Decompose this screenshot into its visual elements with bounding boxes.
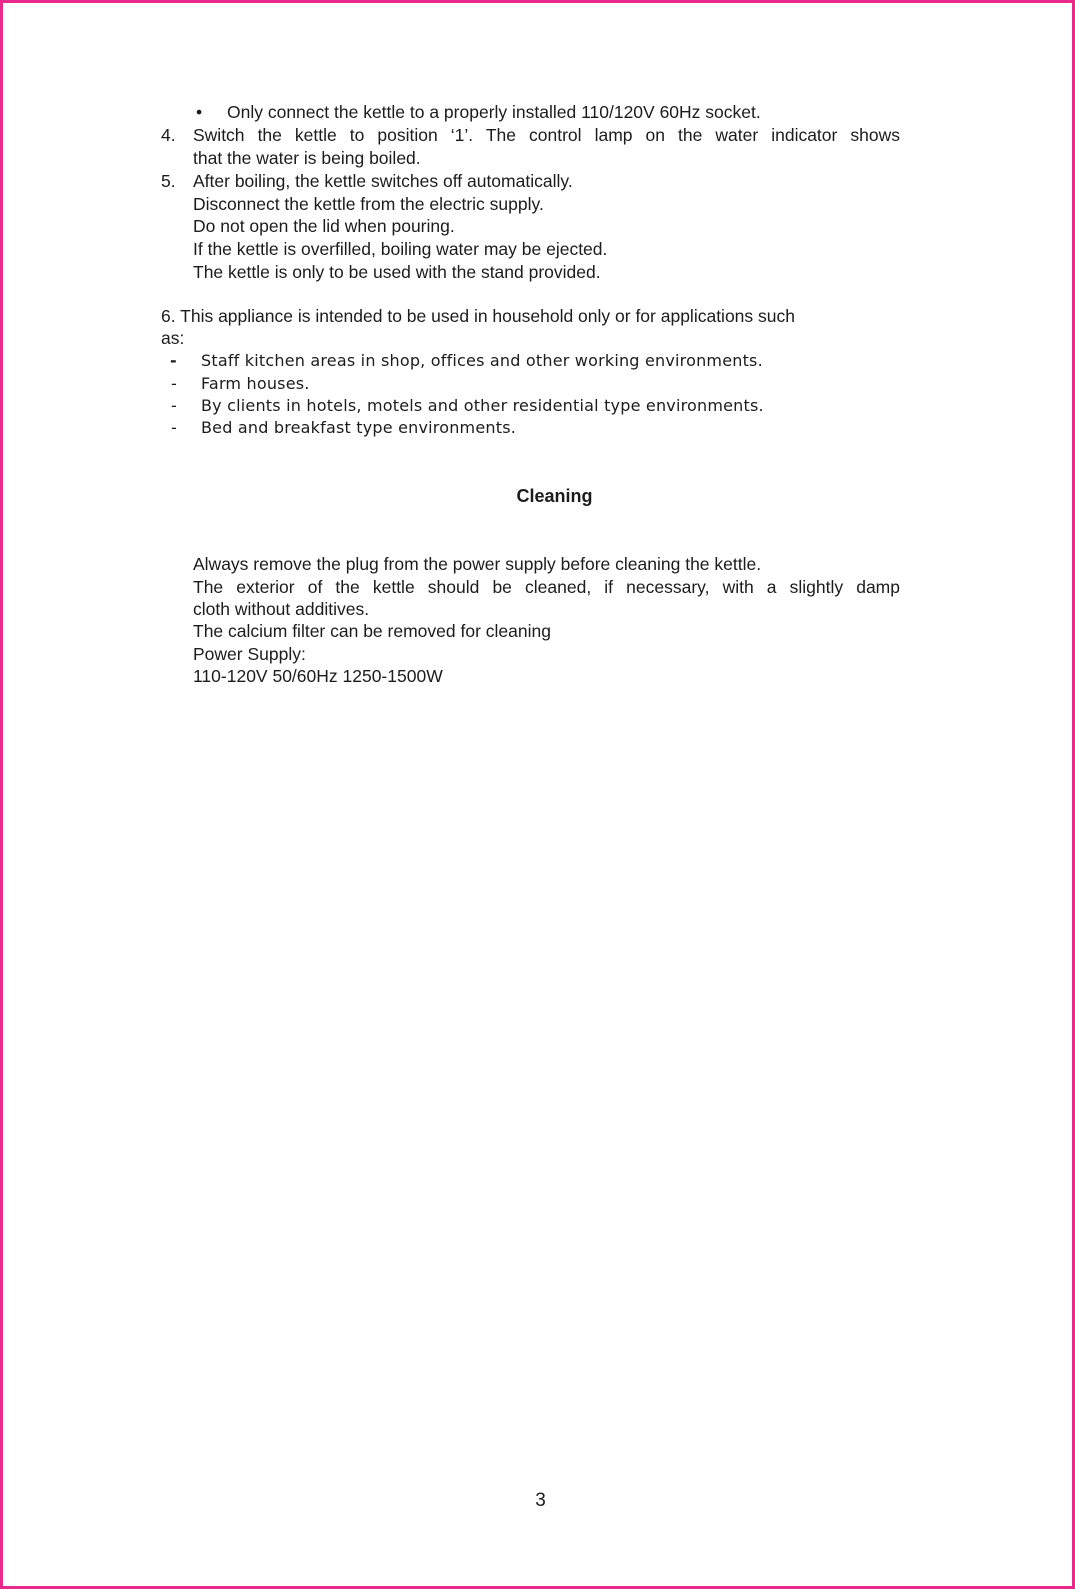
step6-item-marker: - <box>171 374 177 393</box>
step5-line: If the kettle is overfilled, boiling water may be ejected. <box>193 239 608 259</box>
intro-bullet-text: Only connect the kettle to a properly installed 110/120V 60Hz socket. <box>227 102 761 122</box>
step4-line1: Switch the kettle to position ‘1’. The control lamp on the water indicator shows <box>193 125 900 145</box>
step6-item-marker: - <box>170 351 177 370</box>
step4-line2: that the water is being boiled. <box>193 148 421 168</box>
step5-line: Do not open the lid when pouring. <box>193 216 455 236</box>
step6-item-text: By clients in hotels, motels and other residential type environments. <box>201 396 764 415</box>
step6-item-marker: - <box>171 396 177 415</box>
step5-line: After boiling, the kettle switches off automatically. <box>193 171 573 191</box>
intro-bullet-marker: • <box>196 102 203 122</box>
step5-line: The kettle is only to be used with the stand provided. <box>193 262 601 282</box>
step6-line2: as: <box>161 328 185 348</box>
cleaning-heading: Cleaning <box>516 486 593 506</box>
step5-number: 5. <box>161 171 176 191</box>
cleaning-line: Power Supply: <box>193 644 306 664</box>
page-number: 3 <box>535 1490 546 1511</box>
cleaning-line: The exterior of the kettle should be cleaned, if necessary, with a slightly damp <box>193 577 900 597</box>
step6-item-text: Staff kitchen areas in shop, offices and other working environments. <box>201 351 763 370</box>
cleaning-line: Always remove the plug from the power supply before cleaning the kettle. <box>193 554 762 574</box>
cleaning-line: cloth without additives. <box>193 599 370 619</box>
cleaning-line: The calcium filter can be removed for cleaning <box>193 621 551 641</box>
step6-item-text: Farm houses. <box>201 374 310 393</box>
step4-number: 4. <box>161 125 176 145</box>
step5-line: Disconnect the kettle from the electric supply. <box>193 194 544 214</box>
step6-line1: 6. This appliance is intended to be used in household only or for applications such <box>161 306 795 326</box>
step6-item-text: Bed and breakfast type environments. <box>201 418 517 437</box>
step6-item-marker: - <box>171 418 177 437</box>
cleaning-line: 110-120V 50/60Hz 1250-1500W <box>193 666 443 686</box>
